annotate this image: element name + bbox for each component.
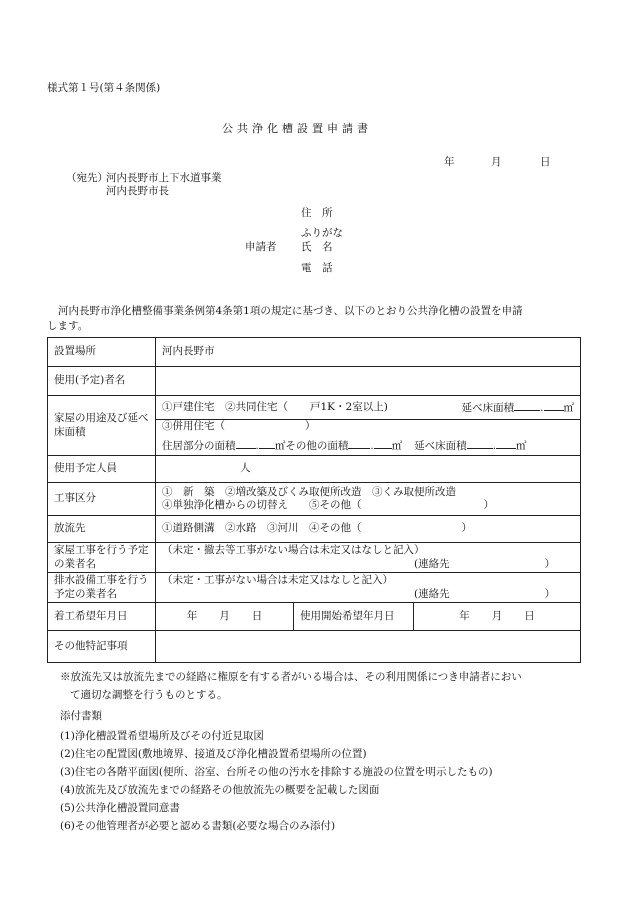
row-remarks	[48, 631, 581, 663]
work-options-line2: ④単独浄化槽からの切替え ⑤その他（	[162, 499, 362, 511]
floor-area-dot: .	[540, 402, 544, 415]
other-area-dot: .	[370, 439, 374, 452]
residential-area-unit: ㎡	[274, 439, 286, 452]
date-year: 年	[444, 156, 455, 168]
people-unit: 人	[240, 462, 251, 475]
total-floor-area-dot: .	[492, 439, 497, 452]
applicant-address-label: 住 所	[301, 207, 333, 219]
row-people	[48, 456, 581, 483]
addressee-line1: 河内長野市上下水道事業	[106, 172, 222, 184]
start-date-label: 着工希望年月日	[48, 603, 156, 631]
user-name-field[interactable]	[156, 367, 581, 396]
residential-area-label: 住居部分の面積	[162, 439, 236, 452]
attachments-title: 添付書類	[60, 710, 102, 722]
floor-area-unit: ㎡	[563, 402, 574, 415]
discharge-options: ①道路側溝 ②水路 ③河川 ④その他（	[162, 522, 362, 535]
applicant-furigana-label: ふりがな	[301, 227, 343, 239]
use-start-date-label: 使用開始希望年月日	[294, 603, 414, 631]
application-table	[47, 337, 581, 663]
start-day: 日	[251, 609, 263, 622]
use-option-3: ③併用住宅（	[162, 419, 225, 432]
form-number: 様式第１号(第４条関係)	[47, 82, 161, 94]
addressee-line2: 河内長野市長	[106, 185, 169, 197]
use-start-date-field[interactable]	[414, 603, 581, 631]
caution-line2: て適切な調整を行うものとする。	[70, 689, 228, 701]
drain-contractor-note: （未定・工事がない場合は未定又はなしと記入）	[162, 574, 393, 587]
row-house-contractor	[48, 543, 581, 573]
user-label: 使用(予定)者名	[48, 367, 156, 396]
use-option-1: ①戸建住宅 ②共同住宅（	[162, 400, 288, 413]
row-user	[48, 367, 581, 396]
discharge-close: ）	[461, 522, 472, 535]
residential-area-dot: .	[255, 439, 259, 452]
house-contractor-field[interactable]	[156, 543, 581, 573]
attachment-5: (5)公共浄化槽設置同意書	[60, 802, 180, 814]
house-contact-label: (連絡先	[414, 557, 450, 570]
attachment-3: (3)住宅の各階平面図(便所、浴室、台所その他の汚水を排除する施設の位置を明示したもの)	[60, 766, 493, 778]
house-contractor-note: （未定・撤去等工事がない場合は未定又はなしと記入）	[162, 544, 425, 557]
drain-contractor-field[interactable]	[156, 573, 581, 603]
attachment-4: (4)放流先及び放流先までの経路その他放流先の概要を記載した図面	[60, 784, 380, 796]
date-month: 月	[491, 156, 502, 168]
date-day: 日	[540, 156, 551, 168]
row-work	[48, 483, 581, 516]
attachment-1: (1)浄化槽設置希望場所及びその付近見取図	[60, 730, 264, 742]
house-contractor-label: 家屋工事を行う予定の業者名	[48, 543, 156, 573]
use-field[interactable]	[156, 396, 581, 456]
work-options-close: ）	[483, 499, 494, 511]
applicant-label: 申請者	[245, 241, 277, 253]
drain-contractor-label: 排水設備工事を行う予定の業者名	[48, 573, 156, 603]
floor-area-label: 延べ床面積	[461, 402, 515, 415]
discharge-field[interactable]	[156, 516, 581, 543]
total-floor-area-unit: ㎡	[516, 439, 527, 452]
people-field[interactable]	[156, 456, 581, 483]
row-location	[48, 338, 581, 367]
drain-contact-close: ）	[544, 587, 556, 600]
use-start-month: 月	[491, 609, 503, 622]
row-drain-contractor	[48, 573, 581, 603]
page-title: 公共浄化槽設置申請書	[222, 122, 372, 135]
location-value: 河内長野市	[162, 345, 215, 358]
use-option-3-close: ）	[305, 419, 316, 432]
work-options-line1: ① 新 築 ②増改築及びくみ取便所改造 ③くみ取便所改造	[162, 485, 456, 498]
location-label: 設置場所	[48, 338, 156, 367]
addressee-prefix: （宛先）	[66, 172, 108, 184]
work-field[interactable]	[156, 483, 581, 516]
location-field[interactable]	[156, 338, 581, 367]
start-month: 月	[219, 609, 230, 622]
remarks-field[interactable]	[156, 631, 581, 663]
use-option-1-units: 戸1K・2室以上)	[310, 400, 388, 413]
house-contact-close: ）	[544, 557, 556, 570]
start-year: 年	[186, 609, 198, 622]
discharge-label: 放流先	[48, 516, 156, 543]
intro-line2: します。	[47, 320, 89, 332]
people-label: 使用予定人員	[48, 456, 156, 483]
caution-line1: ※放流先又は放流先までの経路に権原を有する者がいる場合は、その利用関係につき申請者におい	[60, 671, 522, 683]
total-floor-area-label: 延べ床面積	[414, 439, 467, 452]
row-discharge	[48, 516, 581, 543]
work-label: 工事区分	[48, 483, 156, 516]
other-area-unit: ㎡	[391, 439, 403, 452]
other-area-label: その他の面積	[285, 439, 349, 452]
use-start-day: 日	[524, 609, 535, 622]
start-date-field[interactable]	[156, 603, 294, 631]
use-start-year: 年	[459, 609, 470, 622]
use-label: 家屋の用途及び延べ床面積	[48, 396, 156, 456]
applicant-phone-label: 電 話	[301, 262, 333, 274]
row-use	[48, 396, 581, 456]
row-dates	[48, 603, 581, 631]
drain-contact-label: (連絡先	[414, 587, 450, 600]
attachment-6: (6)その他管理者が必要と認める書類(必要な場合のみ添付)	[60, 820, 336, 832]
applicant-name-label: 氏 名	[301, 241, 333, 253]
intro-line1: 河内長野市浄化槽整備事業条例第4条第1項の規定に基づき、以下のとおり公共浄化槽の設置を申請	[58, 305, 523, 317]
attachment-2: (2)住宅の配置図(敷地境界、接道及び浄化槽設置希望場所の位置)	[60, 748, 367, 760]
remarks-label: その他特記事項	[48, 631, 156, 663]
